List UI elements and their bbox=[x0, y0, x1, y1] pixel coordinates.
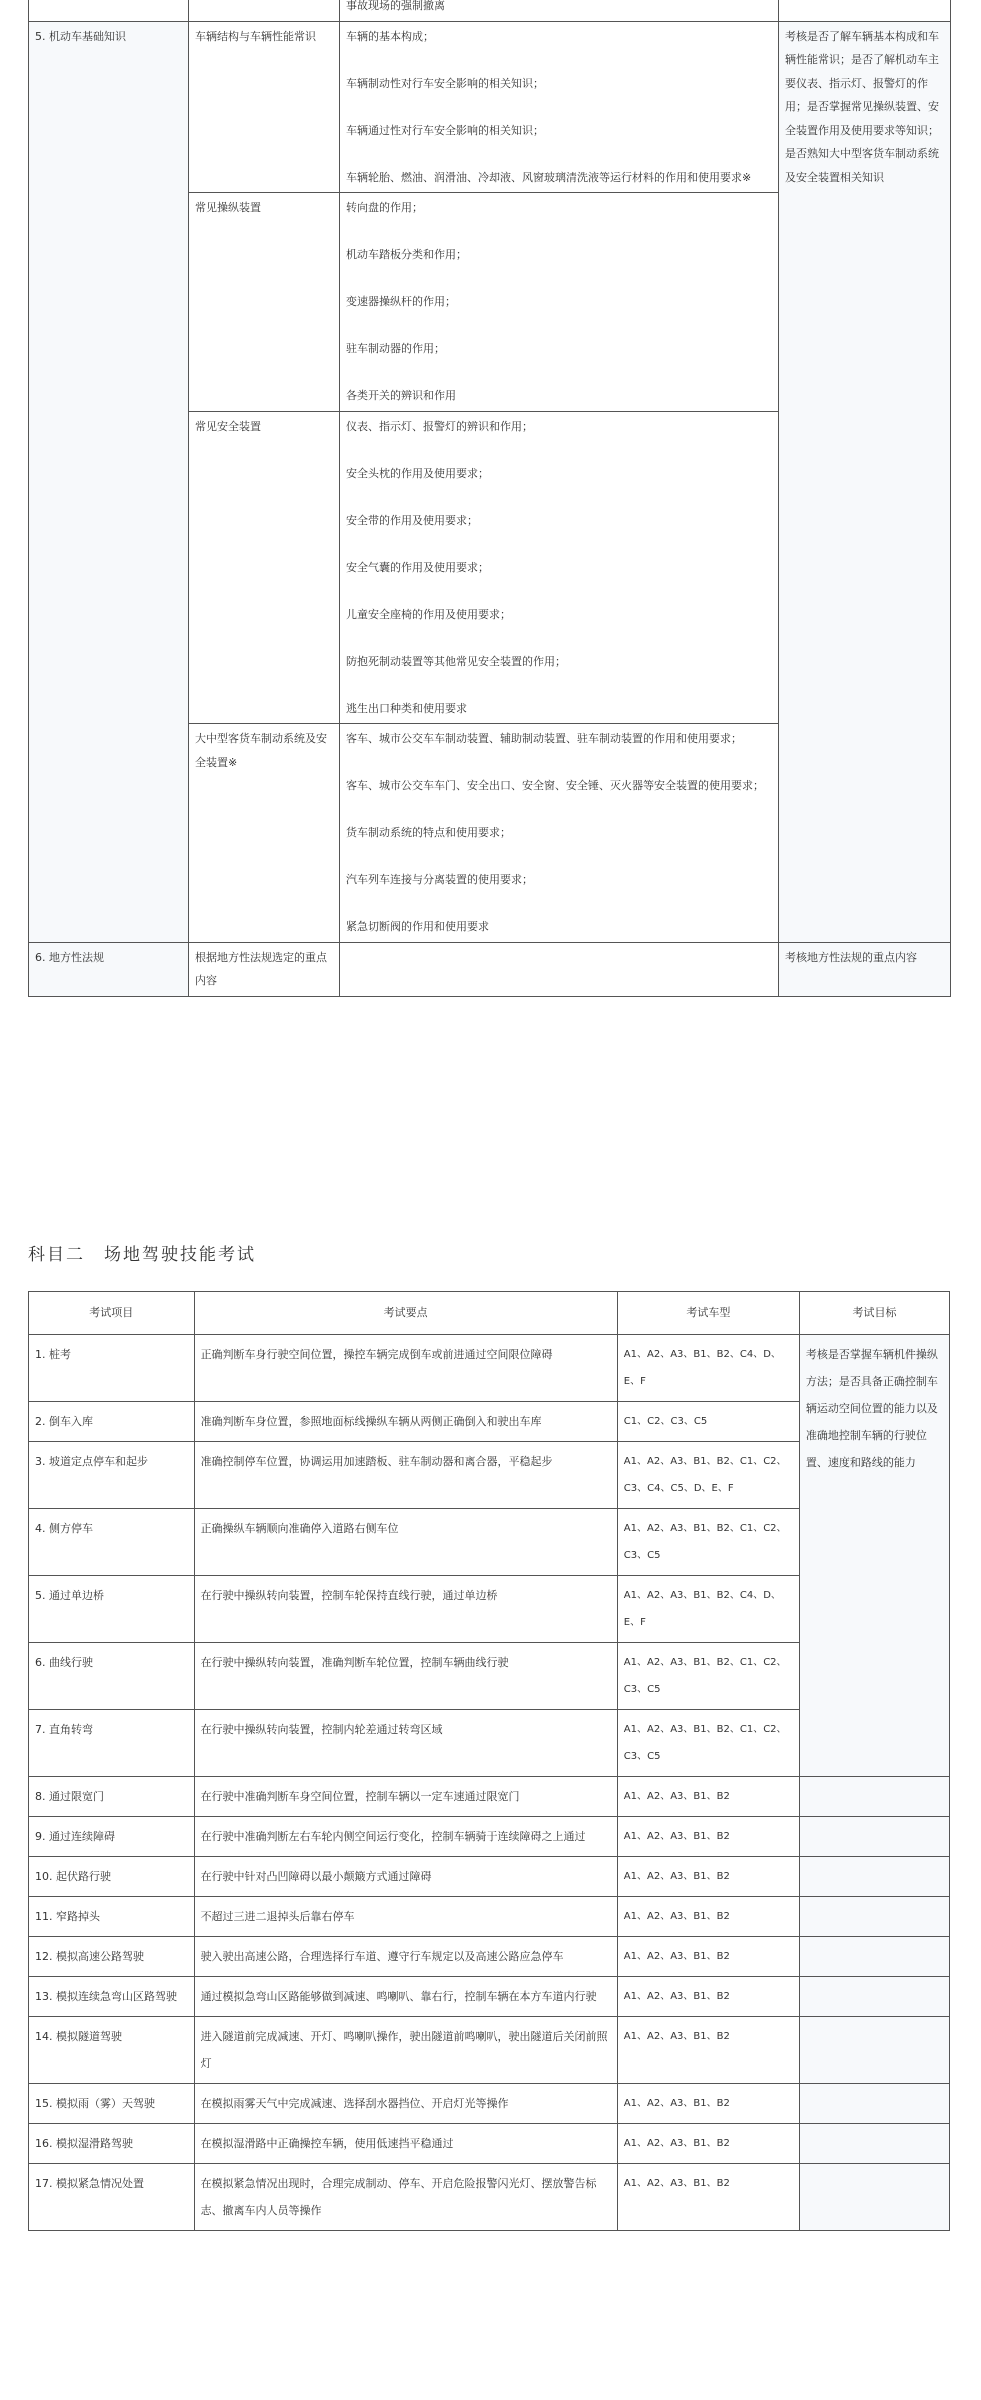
exam-goal-cell bbox=[799, 1897, 949, 1937]
item-cell bbox=[29, 0, 189, 21]
section-heading: 科目二 场地驾驶技能考试 bbox=[28, 1245, 256, 1265]
exam-points-cell: 在行驶中操纵转向装置，控制车轮保持直线行驶，通过单边桥 bbox=[194, 1576, 617, 1643]
content-cell bbox=[340, 411, 779, 724]
sub-item-cell bbox=[189, 0, 340, 21]
header-exam-item: 考试项目 bbox=[29, 1292, 195, 1335]
table-row bbox=[29, 1335, 950, 1402]
content-line: 儿童安全座椅的作用及使用要求； bbox=[346, 607, 511, 621]
exam-points-cell: 驶入驶出高速公路，合理选择行车道、遵守行车规定以及高速公路应急停车 bbox=[194, 1937, 617, 1977]
exam-item-cell: 3. 坡道定点停车和起步 bbox=[29, 1442, 195, 1509]
vehicle-models-cell: A1、A2、A3、B1、B2 bbox=[617, 1937, 799, 1977]
content-line: 车辆制动性对行车安全影响的相关知识； bbox=[346, 76, 544, 90]
content-line: 安全带的作用及使用要求； bbox=[346, 513, 478, 527]
content-cell bbox=[340, 724, 779, 943]
exam-item-cell: 14. 模拟隧道驾驶 bbox=[29, 2017, 195, 2084]
table-row bbox=[29, 2124, 950, 2164]
table-row bbox=[29, 1777, 950, 1817]
table-row bbox=[29, 1857, 950, 1897]
content-line: 货车制动系统的特点和使用要求； bbox=[346, 826, 511, 839]
table-row bbox=[29, 2164, 950, 2231]
exam-points-cell: 在行驶中准确判断左右车轮内侧空间运行变化，控制车辆骑于连续障碍之上通过 bbox=[194, 1817, 617, 1857]
vehicle-models-cell: A1、A2、A3、B1、B2、C1、C2、C3、C5 bbox=[617, 1643, 799, 1710]
exam-item-cell: 8. 通过限宽门 bbox=[29, 1777, 195, 1817]
table-row bbox=[29, 1977, 950, 2017]
item-cell: 6. 地方性法规 bbox=[29, 942, 189, 996]
vehicle-models-cell: C1、C2、C3、C5 bbox=[617, 1402, 799, 1442]
exam-item-cell: 5. 通过单边桥 bbox=[29, 1576, 195, 1643]
content-line: 安全气囊的作用及使用要求； bbox=[346, 560, 489, 574]
exam-table-header-row bbox=[29, 1292, 950, 1335]
vehicle-models-cell: A1、A2、A3、B1、B2、C4、D、E、F bbox=[617, 1576, 799, 1643]
exam-item-cell: 12. 模拟高速公路驾驶 bbox=[29, 1937, 195, 1977]
content-cell bbox=[340, 21, 779, 193]
exam-points-cell: 不超过三进二退掉头后靠右停车 bbox=[194, 1897, 617, 1937]
content-line: 仪表、指示灯、报警灯的辨识和作用； bbox=[346, 419, 533, 433]
content-line: 机动车踏板分类和作用； bbox=[346, 248, 467, 261]
knowledge-table bbox=[28, 0, 951, 997]
exam-points-cell: 进入隧道前完成减速、开灯、鸣喇叭操作，驶出隧道前鸣喇叭，驶出隧道后关闭前照灯 bbox=[194, 2017, 617, 2084]
vehicle-models-cell: A1、A2、A3、B1、B2 bbox=[617, 2164, 799, 2231]
exam-item-cell: 7. 直角转弯 bbox=[29, 1710, 195, 1777]
content-line: 客车、城市公交车车门、安全出口、安全窗、安全锤、灭火器等安全装置的使用要求； bbox=[346, 779, 764, 792]
content-cell bbox=[340, 942, 779, 996]
table-row bbox=[29, 2084, 950, 2124]
exam-goal-cell bbox=[799, 1777, 949, 1817]
vehicle-models-cell: A1、A2、A3、B1、B2 bbox=[617, 1897, 799, 1937]
exam-goal-cell bbox=[799, 1817, 949, 1857]
goal-cell bbox=[779, 0, 951, 21]
vehicle-models-cell: A1、A2、A3、B1、B2 bbox=[617, 1777, 799, 1817]
content-cell bbox=[340, 0, 779, 21]
exam-points-cell: 准确控制停车位置，协调运用加速踏板、驻车制动器和离合器，平稳起步 bbox=[194, 1442, 617, 1509]
sub-item-cell: 车辆结构与车辆性能常识 bbox=[189, 21, 340, 193]
exam-goal-cell bbox=[799, 2084, 949, 2124]
exam-item-cell: 1. 桩考 bbox=[29, 1335, 195, 1402]
sub-item-cell: 常见安全装置 bbox=[189, 411, 340, 724]
exam-goal-cell bbox=[799, 2164, 949, 2231]
exam-goal-cell bbox=[799, 1937, 949, 1977]
content-line: 汽车列车连接与分离装置的使用要求； bbox=[346, 873, 533, 886]
header-exam-points: 考试要点 bbox=[194, 1292, 617, 1335]
content-line: 安全头枕的作用及使用要求； bbox=[346, 466, 489, 480]
exam-item-cell: 10. 起伏路行驶 bbox=[29, 1857, 195, 1897]
exam-item-cell: 11. 窄路掉头 bbox=[29, 1897, 195, 1937]
content-line: 车辆通过性对行车安全影响的相关知识； bbox=[346, 123, 544, 137]
exam-points-cell: 在行驶中针对凸凹障碍以最小颠簸方式通过障碍 bbox=[194, 1857, 617, 1897]
exam-goal-cell bbox=[799, 2017, 949, 2084]
table-row bbox=[29, 0, 951, 21]
vehicle-models-cell: A1、A2、A3、B1、B2、C1、C2、C3、C5 bbox=[617, 1710, 799, 1777]
content-line: 客车、城市公交车车制动装置、辅助制动装置、驻车制动装置的作用和使用要求； bbox=[346, 732, 742, 745]
content-line: 各类开关的辨识和作用 bbox=[346, 389, 456, 402]
exam-points-cell: 准确判断车身位置，参照地面标线操纵车辆从两侧正确倒入和驶出车库 bbox=[194, 1402, 617, 1442]
vehicle-models-cell: A1、A2、A3、B1、B2 bbox=[617, 2017, 799, 2084]
exam-points-cell: 在行驶中操纵转向装置，准确判断车轮位置，控制车辆曲线行驶 bbox=[194, 1643, 617, 1710]
exam-item-cell: 15. 模拟雨（雾）天驾驶 bbox=[29, 2084, 195, 2124]
exam-table-body bbox=[29, 1335, 950, 2231]
exam-points-cell: 在模拟湿滑路中正确操控车辆，使用低速挡平稳通过 bbox=[194, 2124, 617, 2164]
content-line: 车辆轮胎、燃油、润滑油、冷却液、风窗玻璃清洗液等运行材料的作用和使用要求※ bbox=[346, 170, 752, 184]
content-line: 防抱死制动装置等其他常见安全装置的作用； bbox=[346, 654, 566, 668]
content-cell bbox=[340, 193, 779, 412]
content-line: 车辆的基本构成； bbox=[346, 29, 434, 43]
vehicle-models-cell: A1、A2、A3、B1、B2、C1、C2、C3、C5 bbox=[617, 1509, 799, 1576]
vehicle-models-cell: A1、A2、A3、B1、B2 bbox=[617, 2084, 799, 2124]
goal-cell: 考核地方性法规的重点内容 bbox=[779, 942, 951, 996]
header-exam-goal: 考试目标 bbox=[799, 1292, 949, 1335]
sub-item-cell: 大中型客货车制动系统及安全装置※ bbox=[189, 724, 340, 943]
exam-points-cell: 在模拟紧急情况出现时，合理完成制动、停车、开启危险报警闪光灯、摆放警告标志、撤离车内人员等操作 bbox=[194, 2164, 617, 2231]
exam-item-cell: 6. 曲线行驶 bbox=[29, 1643, 195, 1710]
exam-item-cell: 13. 模拟连续急弯山区路驾驶 bbox=[29, 1977, 195, 2017]
knowledge-table-body bbox=[29, 0, 951, 996]
exam-points-cell: 在模拟雨雾天气中完成减速、选择刮水器挡位、开启灯光等操作 bbox=[194, 2084, 617, 2124]
exam-item-cell: 9. 通过连续障碍 bbox=[29, 1817, 195, 1857]
table-row bbox=[29, 942, 951, 996]
exam-item-cell: 16. 模拟湿滑路驾驶 bbox=[29, 2124, 195, 2164]
sub-item-cell: 常见操纵装置 bbox=[189, 193, 340, 412]
vehicle-models-cell: A1、A2、A3、B1、B2、C4、D、E、F bbox=[617, 1335, 799, 1402]
exam-goal-cell bbox=[799, 1977, 949, 2017]
table-row bbox=[29, 1937, 950, 1977]
content-line: 转向盘的作用； bbox=[346, 201, 423, 214]
exam-points-cell: 正确判断车身行驶空间位置，操控车辆完成倒车或前进通过空间限位障碍 bbox=[194, 1335, 617, 1402]
vehicle-models-cell: A1、A2、A3、B1、B2 bbox=[617, 1817, 799, 1857]
table-row bbox=[29, 1817, 950, 1857]
content-line: 事故现场的强制撤离 bbox=[346, 0, 445, 12]
vehicle-models-cell: A1、A2、A3、B1、B2 bbox=[617, 1977, 799, 2017]
exam-points-cell: 在行驶中准确判断车身空间位置，控制车辆以一定车速通过限宽门 bbox=[194, 1777, 617, 1817]
vehicle-models-cell: A1、A2、A3、B1、B2 bbox=[617, 1857, 799, 1897]
item-cell: 5. 机动车基础知识 bbox=[29, 21, 189, 942]
vehicle-models-cell: A1、A2、A3、B1、B2 bbox=[617, 2124, 799, 2164]
exam-goal-cell: 考核是否掌握车辆机件操纵方法；是否具备正确控制车辆运动空间位置的能力以及准确地控制车辆的行驶位置、速度和路线的能力 bbox=[799, 1335, 949, 1777]
exam-goal-cell bbox=[799, 1857, 949, 1897]
content-line: 紧急切断阀的作用和使用要求 bbox=[346, 920, 489, 933]
exam-points-cell: 在行驶中操纵转向装置，控制内轮差通过转弯区域 bbox=[194, 1710, 617, 1777]
goal-cell: 考核是否了解车辆基本构成和车辆性能常识；是否了解机动车主要仪表、指示灯、报警灯的作用；是否掌握常见操纵装置、安全装置作用及使用要求等知识；是否熟知大中型客货车制动系统及安全装置相关知识 bbox=[779, 21, 951, 942]
header-vehicle-models: 考试车型 bbox=[617, 1292, 799, 1335]
table-row bbox=[29, 1897, 950, 1937]
exam-points-cell: 通过模拟急弯山区路能够做到减速、鸣喇叭、靠右行，控制车辆在本方车道内行驶 bbox=[194, 1977, 617, 2017]
sub-item-cell: 根据地方性法规选定的重点内容 bbox=[189, 942, 340, 996]
exam-items-table bbox=[28, 1291, 950, 2231]
vehicle-models-cell: A1、A2、A3、B1、B2、C1、C2、C3、C4、C5、D、E、F bbox=[617, 1442, 799, 1509]
exam-goal-cell bbox=[799, 2124, 949, 2164]
table-row bbox=[29, 21, 951, 193]
content-line: 逃生出口种类和使用要求 bbox=[346, 701, 467, 715]
content-line: 驻车制动器的作用； bbox=[346, 342, 445, 355]
content-line: 变速器操纵杆的作用； bbox=[346, 295, 456, 308]
exam-item-cell: 17. 模拟紧急情况处置 bbox=[29, 2164, 195, 2231]
exam-points-cell: 正确操纵车辆顺向准确停入道路右侧车位 bbox=[194, 1509, 617, 1576]
exam-item-cell: 2. 倒车入库 bbox=[29, 1402, 195, 1442]
exam-item-cell: 4. 侧方停车 bbox=[29, 1509, 195, 1576]
table-row bbox=[29, 2017, 950, 2084]
